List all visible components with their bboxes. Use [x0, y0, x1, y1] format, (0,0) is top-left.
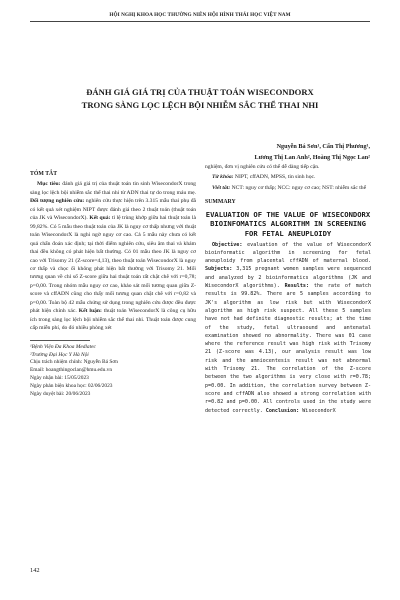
footnote-divider: [30, 340, 90, 341]
conclusion-label-en: Conclusion:: [265, 407, 300, 414]
conclusion-label-vi: Kết luận:: [78, 308, 102, 315]
footnote-email: Email: hoangthingoclan@hmu.edu.vn: [30, 367, 113, 374]
footnote-corresponding: Chịu trách nhiệm chính: Nguyễn Bá Sơn: [30, 359, 118, 366]
objective-label-vi: Mục tiêu:: [37, 181, 61, 188]
subjects-label-vi: Đối tượng nghiên cứu:: [30, 198, 85, 205]
title-line-2: TRONG SÀNG LỌC LỆCH BỘI NHIỄM SẮC THỂ THAI NHI: [81, 99, 319, 110]
summary-vi-paragraph: [30, 180, 196, 332]
results-text-vi: tỉ lệ trùng khớp giữa hai thuật toán là 99,82%. Có 5 mẫu theo thuật toán của JK là nguy cơ thấp nhưng với thuật toán WisecondorX là nghi ngờ nguy cơ cao. Cả 5 mẫu này chưa có kết quả chẩn đoán xác định; tại thời điểm nghiên cứu, siêu âm thai và khám thai đều không có phát hiện bất thường. Có 01 mẫu theo JK là nguy cơ cao với Trisomy 21 (Z-score=4,13), theo thuật toán WisecondorX là nguy cơ thấp và chọc ối không phát hiện bất thường với Trisomy 21. Mối tương quan về chỉ số Z-score giữa hai thuật toán rất chặt chẽ với r=0,78; p=0,00. Trong nhóm mẫu nguy cơ cao, khảo sát mối tương quan giữa Z-score và cffADN cũng cho thấy mối tương quan chặt chẽ với r=0,82 và p=0,00. Toàn bộ 42 mẫu chứng sử dụng trong nghiên cứu được đều được phát hiện chính xác.: [30, 215, 197, 315]
footnote-received: Ngày nhận bài: 15/05/2023: [30, 375, 89, 382]
objective-label-en: Objective:: [212, 241, 243, 248]
results-label-vi: Kết quả:: [89, 215, 111, 222]
page-number: 142: [30, 567, 40, 574]
results-text-en: the rate of match results is 99.82%. There are 5 samples according to JK's algorithm as low risk but with WisecondorX algorithm as high risk suspect. All these 5 samples have not had definite diagnostic results; at the time of the study, fetal ultrasound and antenatal examination showed no abnormality. There was 01 case where the reference result was high risk with Trisomy 21 (Z-score was 4.13), our analysis result was low risk and the amniocentesis result was not abnormal with Trisomy 21. The correlation of the Z-score between the two algorithms is very close with r=0.78; p=0.00. In addition, the correlation survey between Z-score and cffADN also showed a strong correlation with r=0.82 and p=0.00. All controls used in the study were detected correctly.: [205, 283, 371, 414]
objective-text-vi: đánh giá giá trị của thuật toán tin sinh WisecondorX trong sàng lọc lệch bội nhiễm sắc thể thai nhi từ ADN thai tự do trong máu mẹ.: [30, 181, 196, 196]
footnote-affiliation-1: ¹Bệnh Viện Đa Khoa Medlatec: [30, 343, 96, 350]
keywords-text: NIPT, cffADN, MPSS, tin sinh học.: [233, 174, 316, 181]
authors-line-1: Nguyễn Bá Sơn¹, Cấn Thị Phương¹,: [276, 143, 370, 150]
objective-text-en: evaluation of the value of WisecondorX bioinformatic algorithm in screening for fetal aneuploidy from placental cffADN of maternal blood.: [205, 241, 371, 265]
footnote-affiliation-2: ²Trường Đại Học Y Hà Nội: [30, 351, 89, 358]
keywords-label: Từ khóa:: [212, 174, 234, 181]
authors-line-2: Lương Thị Lan Anh², Hoàng Thị Ngọc Lan²: [254, 153, 370, 161]
summary-en-paragraph: [205, 241, 371, 415]
left-column: [30, 170, 196, 399]
footnote-accepted: Ngày duyệt bài: 20/06/2023: [30, 391, 91, 398]
header-divider: [30, 21, 370, 22]
abbreviations-label: Viết tắt:: [212, 184, 231, 191]
author-list: [254, 142, 370, 163]
summary-vi-heading: TÓM TẮT: [30, 171, 58, 177]
conclusion-text-vi-continued: nghiệm, đơn vị nghiên cứu có thể dễ dàng tiếp cận.: [205, 164, 320, 170]
article-title: [40, 86, 360, 111]
footnote-reviewed: Ngày phản biện khoa học: 02/06/2023: [30, 383, 113, 390]
running-header: HỘI NGHỊ KHOA HỌC THƯỜNG NIÊN HỘI HÌNH THÁI HỌC VIỆT NAM: [109, 12, 291, 18]
keywords-line: [205, 173, 371, 181]
conclusion-text-vi-part1: thuật toán WisecondorX là công cụ hữu ích trong sàng lọc lệch bội nhiễm sắc thể thai nhi. Thuật toán được cung cấp miễn phí, do đó nhiều phòng xét: [30, 308, 196, 332]
summary-en-heading: SUMMARY: [205, 199, 236, 206]
results-label-en: Results:: [284, 283, 309, 290]
subjects-text-en: 3,315 pregnant women samples were sequenced and analyzed by 2 bioinformatics algorithms (JK and WisecondorX algorithms).: [205, 266, 371, 290]
summary-en-title: EVALUATION OF THE VALUE OF WISECONDORX BIOINFOMATICS ALGORITHM IN SCREENING FOR FETAL ANEUPLOIDY: [205, 209, 371, 238]
subjects-label-en: Subjects:: [205, 266, 233, 273]
abbreviations-line: [205, 184, 371, 192]
conclusion-text-en: WisecondorX: [299, 407, 336, 414]
abbreviations-text: NCT: nguy cơ thấp; NCC: nguy cơ cao; NST: nhiễm sắc thể: [230, 184, 367, 191]
title-line-1: ĐÁNH GIÁ GIÁ TRỊ CỦA THUẬT TOÁN WISECONDORX: [86, 87, 314, 97]
right-column: [205, 163, 371, 415]
subjects-text-vi: nghiên cứu thực hiện trên 3.315 mẫu thai phụ đã có kết quả xét nghiệm NIPT được đánh giá theo 2 thuật toán (thuật toán của JK và WisecondorX).: [30, 198, 196, 222]
